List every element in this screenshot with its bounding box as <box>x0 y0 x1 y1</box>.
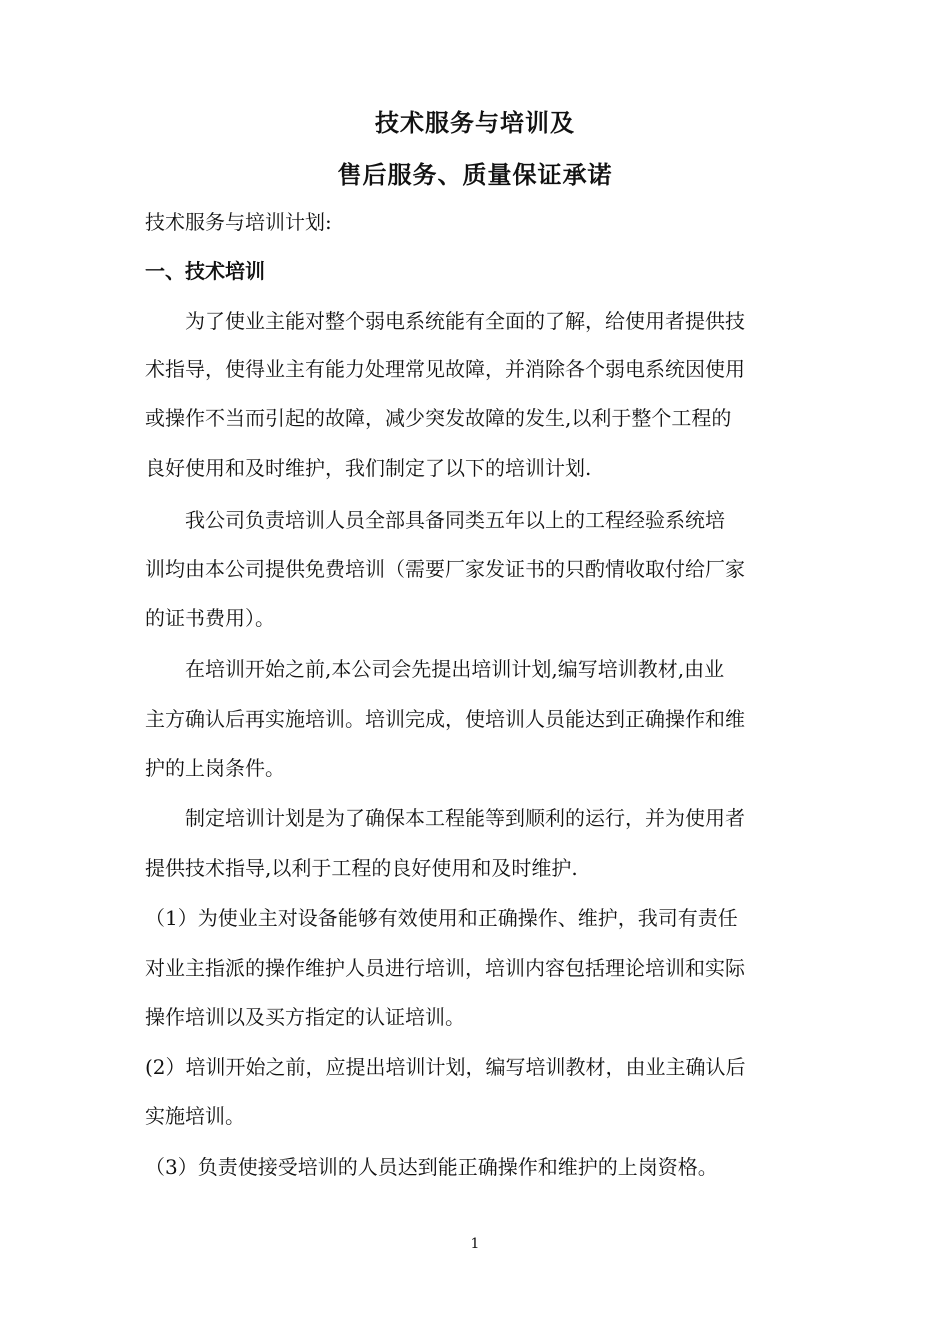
list-item-line: （3）负责使接受培训的人员达到能正确操作和维护的上岗资格。 <box>145 1155 718 1179</box>
paragraph-line: 的证书费用）。 <box>145 606 275 630</box>
list-item-line: 操作培训以及买方指定的认证培训。 <box>145 1005 465 1029</box>
paragraph-line: 良好使用和及时维护，我们制定了以下的培训计划. <box>145 456 592 480</box>
paragraph-line: 训均由本公司提供免费培训（需要厂家发证书的只酌情收取付给厂家 <box>145 557 745 581</box>
paragraph-line: 护的上岗条件。 <box>145 756 285 780</box>
list-item-line: （1）为使业主对设备能够有效使用和正确操作、维护，我司有责任 <box>145 906 738 930</box>
paragraph-line: 我公司负责培训人员全部具备同类五年以上的工程经验系统培 <box>145 508 725 532</box>
paragraph-line: 制定培训计划是为了确保本工程能等到顺利的运行，并为使用者 <box>145 806 745 830</box>
section-heading: 一、技术培训 <box>145 259 265 283</box>
paragraph-line: 主方确认后再实施培训。培训完成，使培训人员能达到正确操作和维 <box>145 707 745 731</box>
paragraph-line: 术指导，使得业主有能力处理常见故障，并消除各个弱电系统因使用 <box>145 357 745 381</box>
document-title-line-1: 技术服务与培训及 <box>375 109 575 137</box>
paragraph-line: 提供技术指导,以利于工程的良好使用和及时维护. <box>145 856 578 880</box>
list-item-line: (2）培训开始之前，应提出培训计划，编写培训教材，由业主确认后 <box>145 1055 746 1079</box>
document-title-line-2: 售后服务、质量保证承诺 <box>337 161 613 189</box>
paragraph-line: 或操作不当而引起的故障，减少突发故障的发生,以利于整个工程的 <box>145 406 732 430</box>
paragraph-line: 在培训开始之前,本公司会先提出培训计划,编写培训教材,由业 <box>145 657 725 681</box>
section-label: 技术服务与培训计划: <box>145 210 332 234</box>
list-item-line: 对业主指派的操作维护人员进行培训，培训内容包括理论培训和实际 <box>145 956 745 980</box>
paragraph-line: 为了使业主能对整个弱电系统能有全面的了解，给使用者提供技 <box>145 309 745 333</box>
list-item-line: 实施培训。 <box>145 1104 245 1128</box>
page-number: 1 <box>470 1236 480 1252</box>
